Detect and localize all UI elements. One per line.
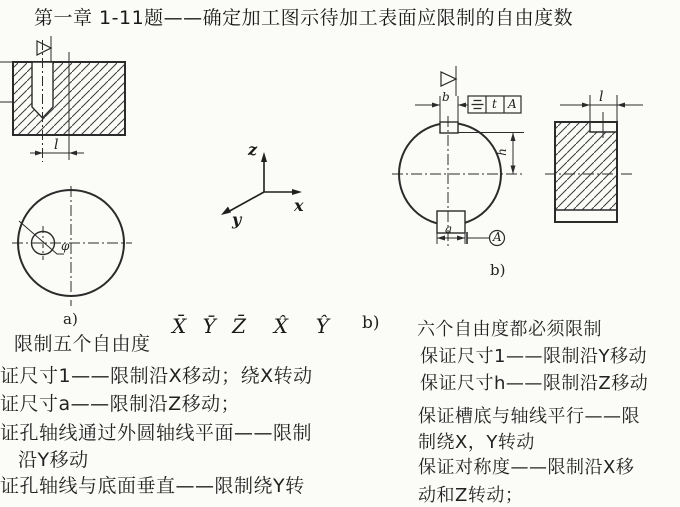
notes-b-caption: b) (362, 313, 380, 333)
notes-b-line: 保证尺寸h——限制沿Z移动 (420, 373, 649, 394)
dim-label-l-a: l (54, 137, 59, 153)
keyway-slot (440, 122, 458, 133)
dim-label-h: h (494, 148, 509, 156)
notes-b-intro: 六个自由度都必须限制 (417, 319, 602, 340)
surface-finish-icon (37, 36, 51, 62)
notes-b-line: 保证尺寸1——限制沿Y移动 (420, 346, 647, 367)
notes-a-intro: 限制五个自由度 (14, 333, 151, 355)
coordinate-axes-icon (221, 152, 302, 215)
figure-a-caption: a) (63, 310, 78, 328)
tolerance-datum-label: A (508, 97, 517, 111)
figure-a-circle-view (12, 186, 132, 306)
notes-a-line: 沿Y移动 (18, 449, 89, 471)
figure-b-circle-view (392, 66, 524, 246)
figure-a-block-view (0, 36, 125, 162)
axis-label-x: x (294, 196, 304, 215)
dof-symbols: X̄ Ȳ Z̄ X̂ Ŷ (172, 314, 334, 338)
dim-label-a: a (445, 222, 453, 236)
axis-label-z: z (248, 140, 258, 159)
tolerance-value-label: t (492, 97, 497, 111)
page-title: 第一章 1-11题——确定加工图示待加工表面应限制的自由度数 (34, 7, 574, 29)
figure-b-caption: b) (490, 261, 506, 279)
notes-b-line: 动和Z转动； (418, 485, 524, 506)
notes-a-line: 证孔轴线与底面垂直——限制绕Y转 (0, 475, 305, 497)
dim-label-l-side: l (599, 89, 604, 105)
notes-a-line: 证孔轴线通过外圆轴线平面——限制 (0, 422, 313, 444)
notes-a-line: 证尺寸a——限制沿Z移动； (0, 393, 241, 415)
notes-b-line: 保证槽底与轴线平行——限 (418, 406, 640, 427)
notes-b-line: 保证对称度——限制沿X移 (418, 457, 635, 478)
dim-label-b: b (442, 90, 450, 104)
axis-label-y: y (232, 210, 242, 229)
notes-a-line: 证尺寸1——限制沿X移动；绕X转动 (0, 365, 313, 387)
notes-b-line: 制绕X，Y转动 (418, 432, 535, 453)
datum-circle-label: A (493, 230, 502, 244)
figure-b-side-view (545, 95, 643, 222)
dim-label-phi: φ (61, 239, 70, 253)
